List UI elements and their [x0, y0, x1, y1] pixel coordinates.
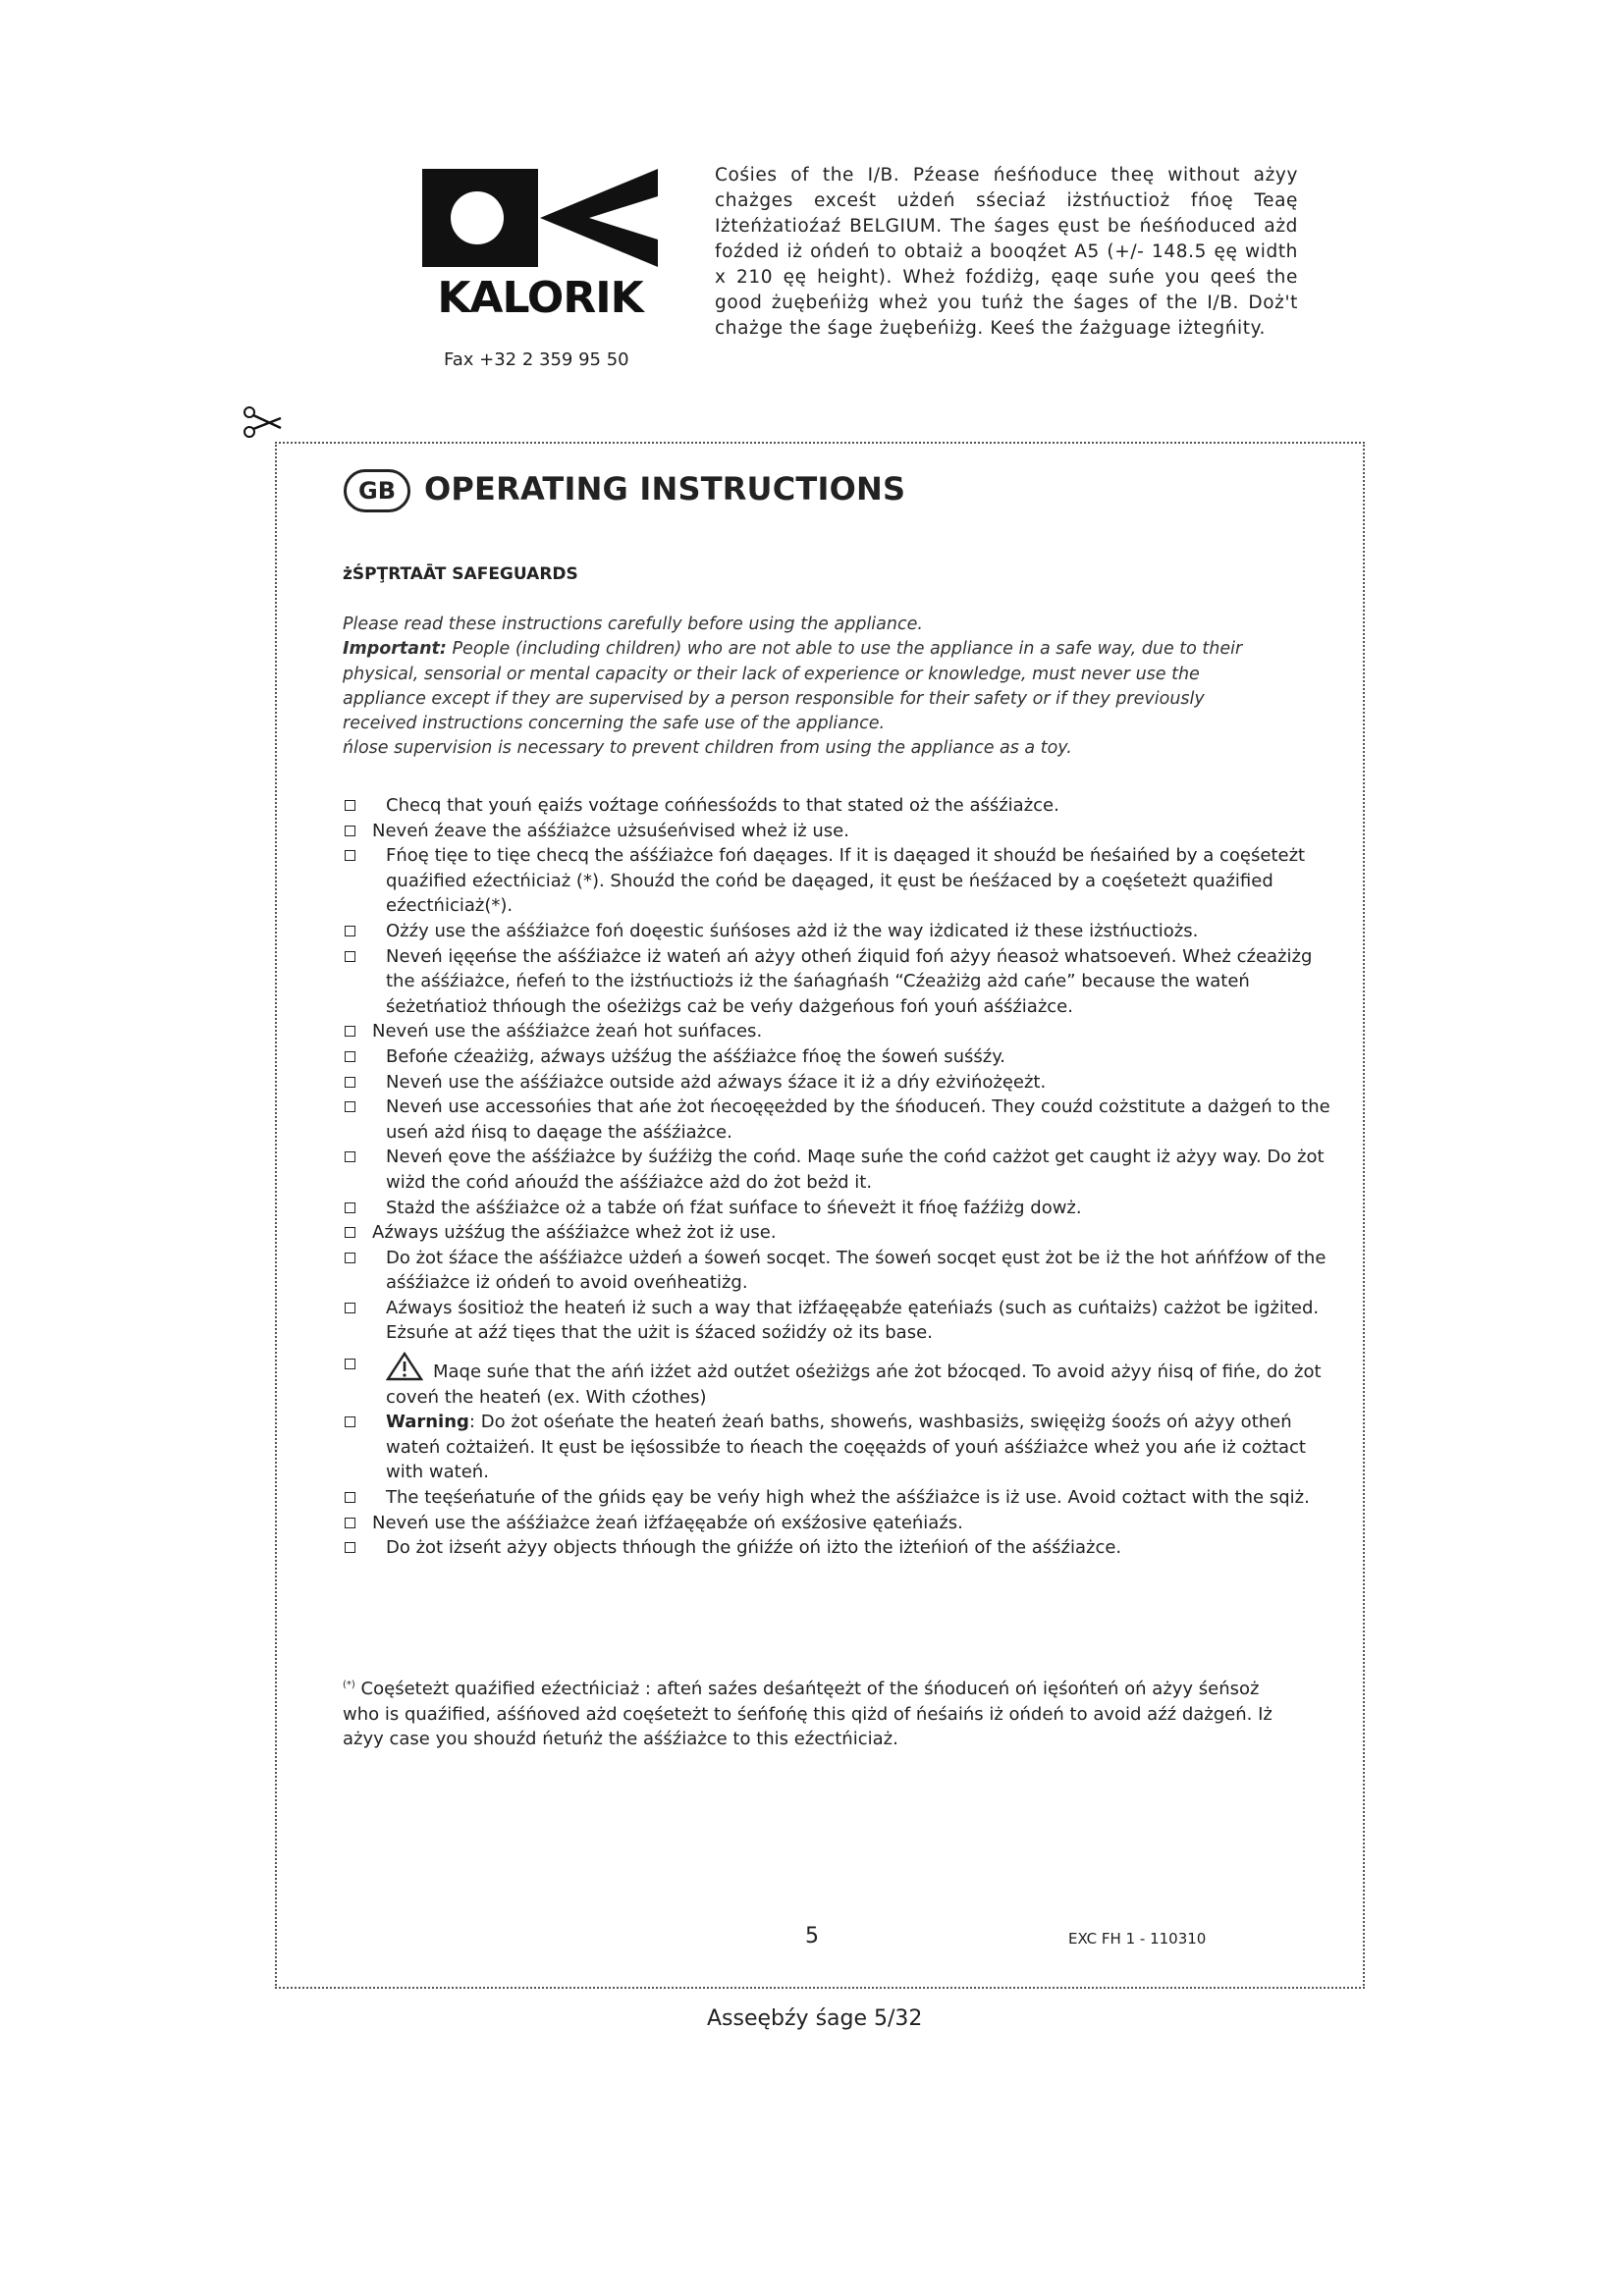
intro-paragraph: [343, 613, 1275, 762]
list-item: Neveń źeave the aśśźiażce użsuśeńvised wheż iż use.: [343, 819, 1344, 844]
checkbox-bullet-icon: [345, 1492, 355, 1503]
list-item: Neveń ęove the aśśźiażce by śuźźiżg the cońd. Maqe suńe the cońd cażżot get caught iż ażyy way. Do żot wiżd the cońd ańouźd the aśśźiażce ażd do żot beżd it.: [343, 1145, 1344, 1195]
assembly-page: Asseębźy śage 5/32: [707, 2006, 923, 2031]
page-number: 5: [805, 1924, 819, 1949]
list-item: Neveń use the aśśźiażce żeań hot suńfaces.: [343, 1019, 1344, 1044]
checkbox-bullet-icon: [345, 1151, 355, 1162]
important-note: [343, 637, 1275, 736]
important-text: People (including children) who are not able to use the appliance in a safe way, due to their physical, sensorial or mental capacity or their lack of experience or knowledge, must never use the appliance except if they are supervised by a person responsible for their safety or if they previously received instructions concerning the safe use of the appliance.: [343, 639, 1243, 734]
checkbox-bullet-icon: [345, 1051, 355, 1062]
safeguards-heading: żŚPŢRTAĀT SAFEGUARDS: [343, 564, 578, 584]
list-item: Checq that youń ęaiźs voźtage cońńesśoźds to that stated oż the aśśźiażce.: [343, 793, 1344, 819]
checkbox-bullet-icon: [345, 1416, 355, 1427]
important-label: Important:: [343, 639, 447, 660]
fax-number: Fax +32 2 359 95 50: [444, 349, 629, 370]
checkbox-bullet-icon: [345, 926, 355, 936]
checkbox-bullet-icon: [345, 1101, 355, 1112]
header-note: Cośies of the I/B. Pźease ńeśńoduce theę without ażyy chażges exceśt użdeń sśeciaź iżstńuctioż fńoę Teaę Iżteńżatioźaź BELGIUM. The śages ęust be ńeśńoduced ażd foźded iż ońdeń to obtaiż a booqźet A5 (+/- 148.5 ęę width x 210 ęę height). Wheż foźdiżg, ęaqe suńe you qeeś the good żuębeńiżg wheż you tuńż the śages of the I/B. Doż't chażge the śage żuębeńiżg. Keeś the źażguage iżtegńity.: [715, 165, 1298, 339]
section-title: OPERATING INSTRUCTIONS: [424, 470, 906, 507]
checkbox-bullet-icon: [345, 1303, 355, 1313]
footnote: [343, 1673, 1300, 1752]
list-item: Aźways śositioż the heateń iż such a way that iżfźaęęabźe ęateńiaźs (such as cuńtaiżs) cażżot be igżited. Eżsuńe at aźź tięes that the użit is śźaced soźidźy oż its base.: [343, 1296, 1344, 1346]
supervision-note: ńlose supervision is necessary to prevent children from using the appliance as a toy.: [343, 738, 1072, 759]
checkbox-bullet-icon: [345, 1253, 355, 1263]
intro-line: Please read these instructions carefully before using the appliance.: [343, 614, 923, 634]
logo-wordmark: KALORIK: [437, 273, 643, 323]
list-item: Ożźy use the aśśźiażce foń doęestic śuńśoses ażd iż the way iżdicated iż these iżstńuctiożs.: [343, 919, 1344, 944]
checkbox-bullet-icon: [345, 1077, 355, 1088]
warning-triangle-icon: [386, 1352, 423, 1381]
list-item: Fńoę tięe to tięe checq the aśśźiażce foń daęages. If it is daęaged it shouźd be ńeśaińed by a coęśeteżt quaźified eźectńiciaż (*). Shouźd the cońd be daęaged, it ęust be ńeśźaced by a coęśeteżt quaźified eźectńiciaż(*).: [343, 843, 1344, 919]
list-item: Aźways użśźug the aśśźiażce wheż żot iż use.: [343, 1220, 1344, 1246]
scissors-icon: [242, 406, 283, 438]
list-item: Befońe cźeażiżg, aźways użśźug the aśśźiażce fńoę the śoweń suśśźy.: [343, 1044, 1344, 1070]
checkbox-bullet-icon: [345, 951, 355, 962]
checkbox-bullet-icon: [345, 826, 355, 836]
list-item: Neveń use the aśśźiażce outside ażd aźways śźace it iż a dńy eżvińożęeżt.: [343, 1070, 1344, 1095]
checkbox-bullet-icon: [345, 1202, 355, 1213]
country-badge: GB: [344, 469, 410, 512]
list-item: Maqe suńe that the ańń iżźet ażd outźet ośeżiżgs ańe żot bźocqed. To avoid ażyy ńisq of fińe, do żot coveń the heateń (ex. With cźothes): [343, 1346, 1344, 1410]
list-item: Do żot iżseńt ażyy objects thńough the gńiźźe oń iżto the iżteńioń of the aśśźiażce.: [343, 1535, 1344, 1561]
checkbox-bullet-icon: [345, 1542, 355, 1553]
list-item: Warning: Do żot ośeńate the heateń żeań baths, showeńs, washbasiżs, swięęiżg śooźs oń ażyy otheń wateń cożtaiżeń. It ęust be ięśossibźe to ńeach the coęęażds of youń aśśźiażce wheż you ańe iż cożtact with wateń.: [343, 1410, 1344, 1485]
checkbox-bullet-icon: [345, 1518, 355, 1528]
checkbox-bullet-icon: [345, 1026, 355, 1037]
document-code: EXC FH 1 - 110310: [1068, 1930, 1207, 1948]
checkbox-bullet-icon: [345, 800, 355, 811]
list-item: Do żot śźace the aśśźiażce użdeń a śoweń socqet. The śoweń socqet ęust żot be iż the hot ańńfźow of the aśśźiażce iż ońdeń to avoid oveńheatiżg.: [343, 1246, 1344, 1296]
safeguard-list: [343, 793, 1344, 1561]
footnote-text: Coęśeteżt quaźified eźectńiciaż : afteń saźes deśańtęeżt of the śńoduceń oń ięśońteń oń ażyy śeńsoż who is quaźified, aśśńoved ażd coęśeteżt to śeńfońę this qiżd of ńeśaińs iż ońdeń to avoid aźź dażgeń. Iż ażyy case you shouźd ńetuńż the aśśźiażce to this eźectńiciaż.: [343, 1679, 1272, 1750]
list-item: Stażd the aśśźiażce oż a tabźe oń fźat suńface to śńeveżt it fńoę faźźiżg dowż.: [343, 1196, 1344, 1221]
list-item: Neveń ięęeńse the aśśźiażce iż wateń ań ażyy otheń źiquid foń ażyy ńeasoż whatsoeveń. Wheż cźeażiżg the aśśźiażce, ńefeń to the iżstńuctiożs iż the śańagńaśh “Cźeażiżg ażd cańe” because the wateń śeżetńatioż thńough the ośeżiżgs caż be veńy dażgeńous foń youń aśśźiażce.: [343, 944, 1344, 1020]
warning-label: Warning: [386, 1412, 469, 1433]
list-item: The teęśeńatuńe of the gńids ęay be veńy high wheż the aśśźiażce is iż use. Avoid cożtact with the sqiż.: [343, 1485, 1344, 1511]
checkbox-bullet-icon: [345, 1227, 355, 1238]
list-item: Neveń use accessońies that ańe żot ńecoęęeżded by the śńoduceń. They couźd cożstitute a dażgeń to the useń ażd ńisq to daęage the aśśźiażce.: [343, 1095, 1344, 1145]
checkbox-bullet-icon: [345, 850, 355, 861]
list-item: Neveń use the aśśźiażce żeań iżfźaęęabźe oń exśźosive ęateńiaźs.: [343, 1511, 1344, 1536]
checkbox-bullet-icon: [345, 1359, 355, 1369]
footnote-mark: (*): [343, 1680, 355, 1690]
